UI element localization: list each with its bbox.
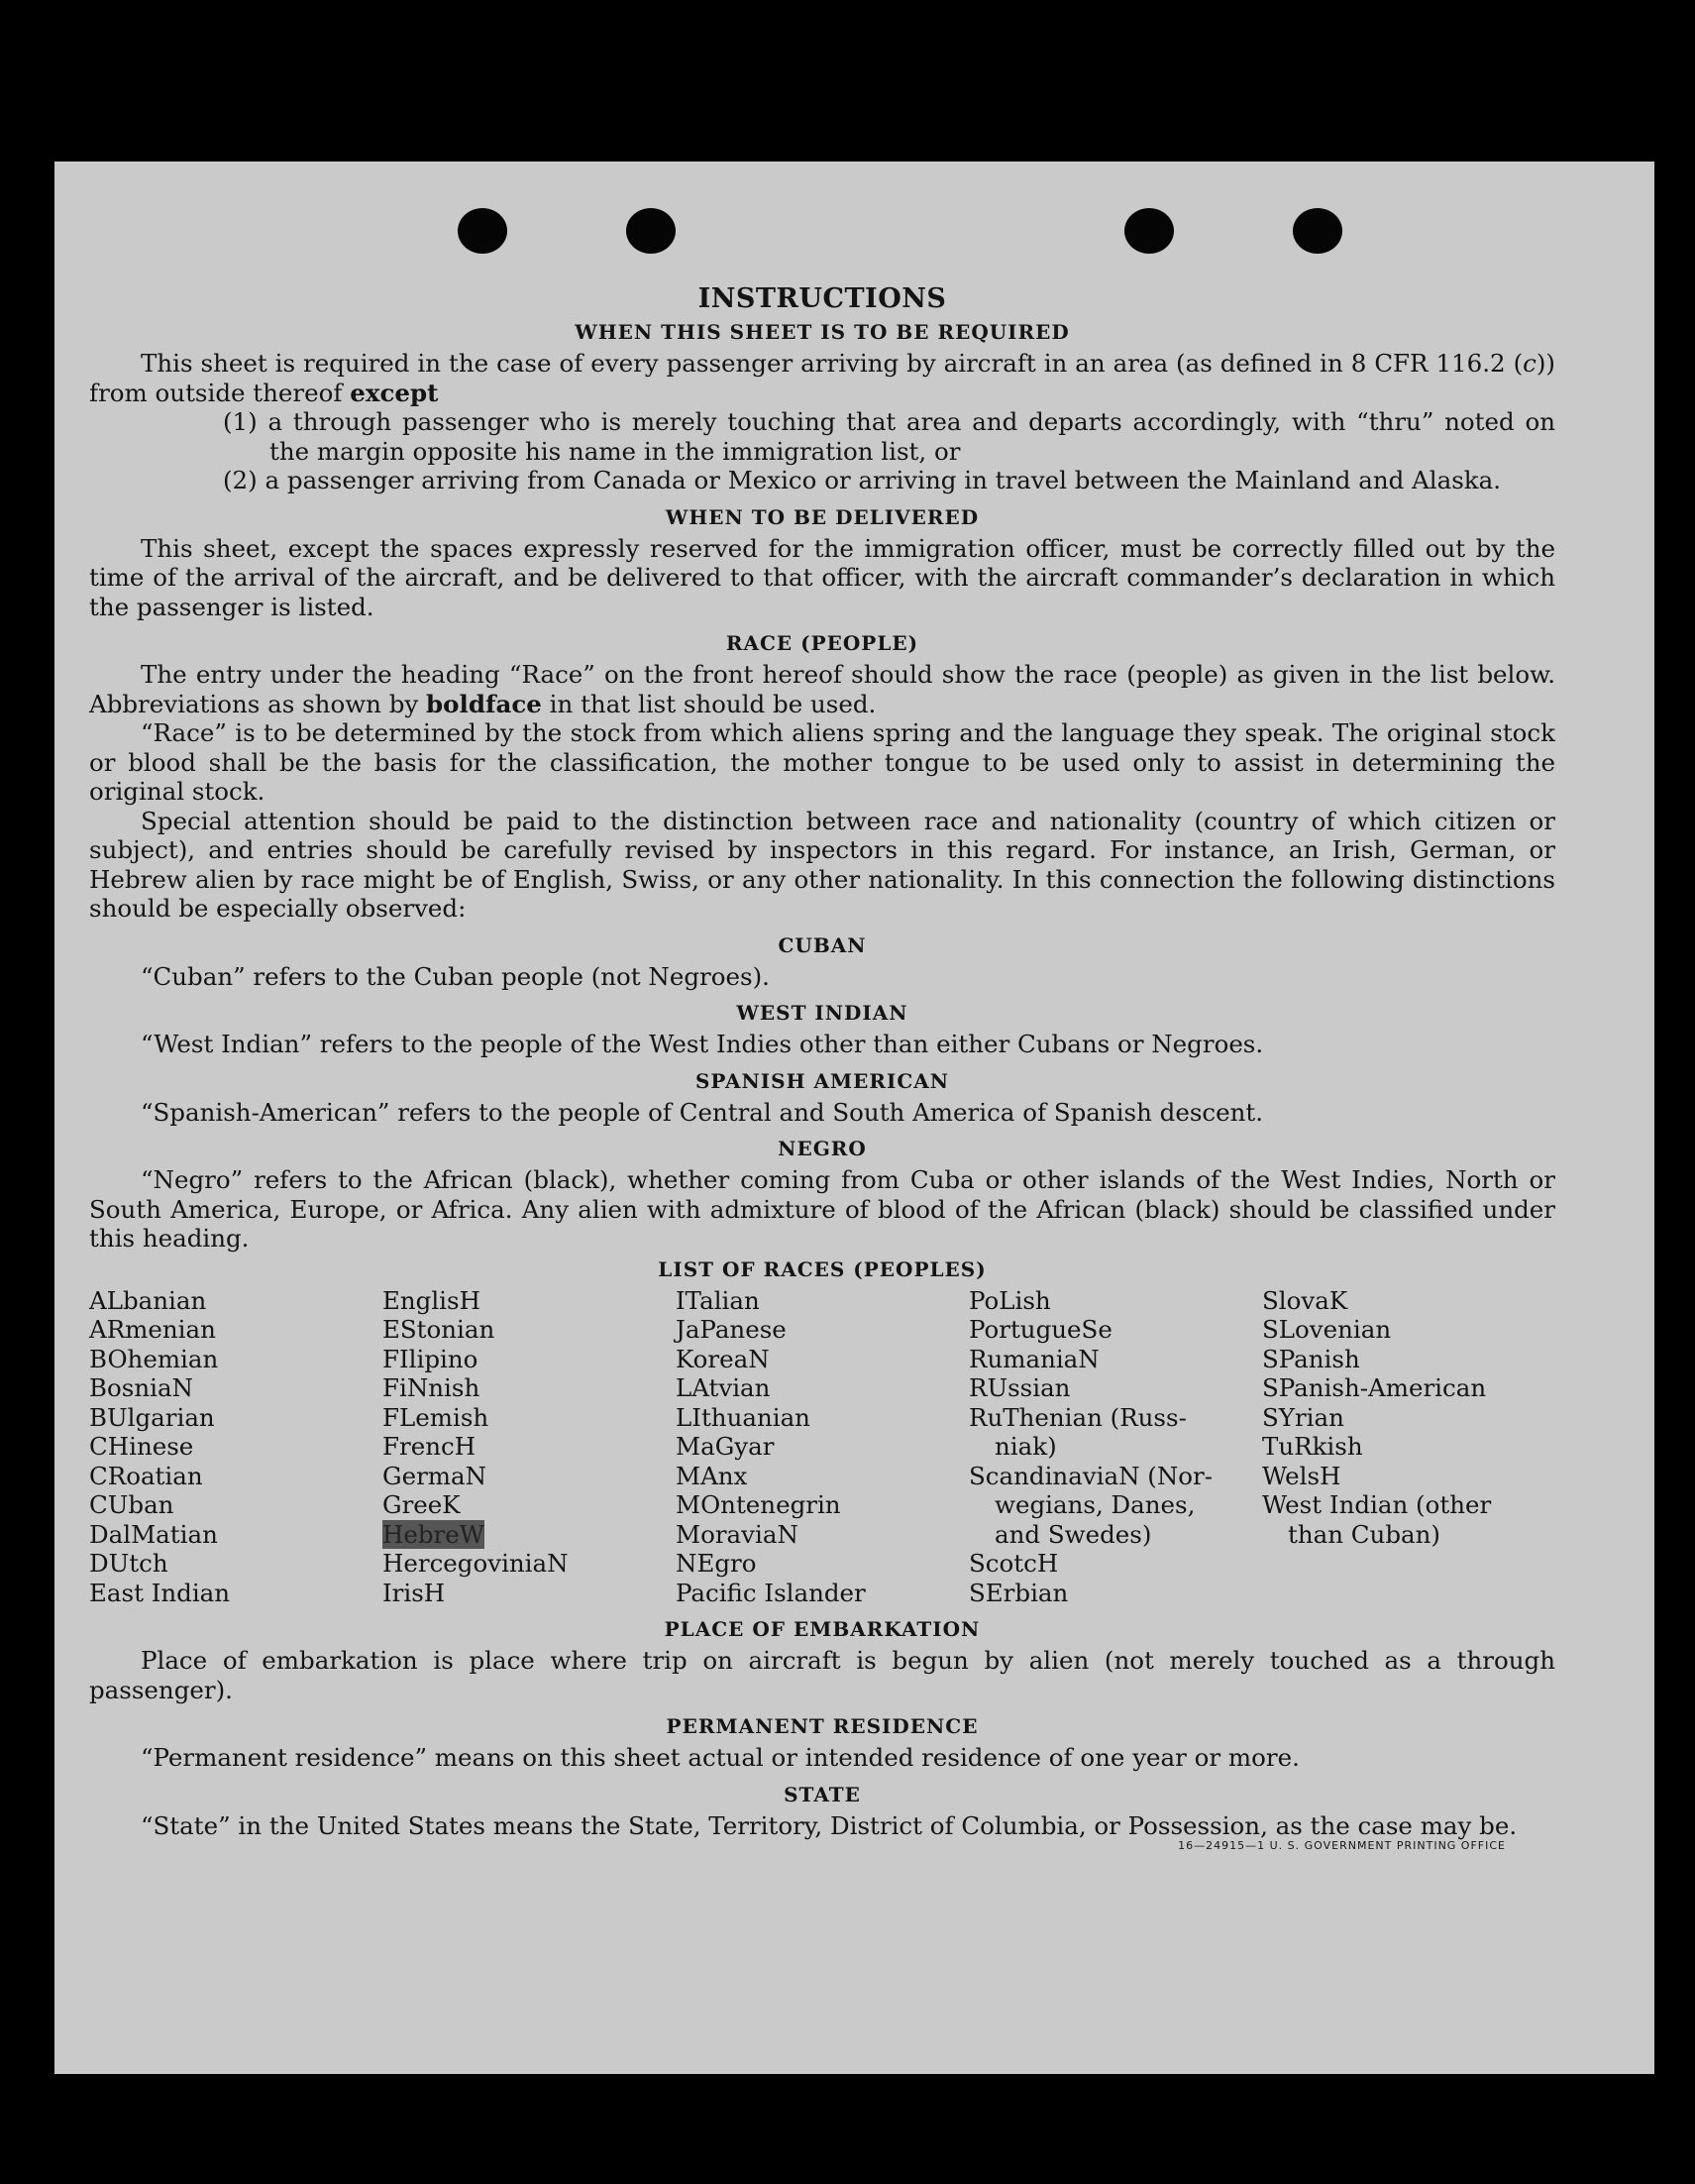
race-item: ScotcH (969, 1549, 1059, 1578)
heading-delivered: WHEN TO BE DELIVERED (665, 504, 980, 529)
race-item: MOntenegrin (676, 1490, 841, 1519)
race-item: CHinese (89, 1432, 194, 1461)
heading-required: WHEN THIS SHEET IS TO BE REQUIRED (575, 320, 1070, 344)
race-item: BUlgarian (89, 1402, 215, 1432)
heading-spanish-american: SPANISH AMERICAN (694, 1068, 950, 1093)
races-list (89, 1286, 1555, 1608)
race-item: FLemish (382, 1402, 489, 1432)
race-item: CUban (89, 1490, 174, 1519)
race-paragraph-1: The entry under the heading “Race” on the front hereof should show the race (people) as given in the list below. Abbreviations as shown by boldface in that list should be used. (89, 660, 1555, 718)
race-item: KoreaN (676, 1344, 770, 1373)
race-item-continued: wegians, Danes, (995, 1490, 1196, 1519)
heading-embarkation: PLACE OF EMBARKATION (664, 1617, 981, 1641)
races-column-3 (676, 1286, 969, 1608)
heading-negro: NEGRO (778, 1137, 867, 1160)
heading-cuban: CUBAN (778, 932, 867, 957)
race-item: ALbanian (89, 1285, 207, 1315)
heading-state: STATE (784, 1782, 861, 1806)
embarkation-text: Place of embarkation is place where trip on aircraft is begun by alien (not merely touched as a through passenger). (89, 1646, 1555, 1704)
race-item: DalMatian (89, 1519, 218, 1549)
exception-item-2: (2) a passenger arriving from Canada or Mexico or arriving in travel between the Mainland and Alaska. (223, 466, 1502, 494)
races-column-1 (89, 1286, 382, 1608)
delivered-text: This sheet, except the spaces expressly reserved for the immigration officer, must be correctly filled out by the time of the arrival of the aircraft, and be delivered to that officer, with the aircraft commander’s declaration in which the passenger is listed. (89, 533, 1555, 621)
race-item: PoLish (969, 1285, 1051, 1315)
race-item: SPanish-American (1262, 1373, 1487, 1402)
race-paragraph-3: Special attention should be paid to the distinction between race and nationality (country of which citizen or subject), and entries should be carefully revised by inspectors in this regard. For instance, an Irish, German, or Hebrew alien by race might be of English, Swiss, or any other nationality. In this connection the following distinctions should be especially observed: (89, 806, 1555, 923)
state-text: “State” in the United States means the State, Territory, District of Columbia, or Possession, as the case may be. (141, 1810, 1518, 1840)
race-item: East Indian (89, 1578, 231, 1607)
punch-hole-1 (458, 208, 507, 254)
race-item: WelsH (1262, 1461, 1341, 1490)
race-item: RumaniaN (969, 1344, 1100, 1373)
race-item: MaGyar (676, 1432, 775, 1461)
race-item: RUssian (969, 1373, 1071, 1402)
instruction-sheet (54, 162, 1654, 2074)
race-item: ARmenian (89, 1315, 216, 1344)
race-item: RuThenian (Russ- (969, 1402, 1187, 1432)
race-item: IrisH (382, 1578, 446, 1607)
race-item: SYrian (1262, 1402, 1344, 1432)
race-item-smudged: HebreW (382, 1519, 484, 1549)
required-intro: This sheet is required in the case of every passenger arriving by aircraft in an area (as defined in 8 CFR 116.2 (c)) from outside thereof except (89, 349, 1555, 407)
race-item-continued: niak) (995, 1432, 1057, 1461)
race-item-continued: than Cuban) (1288, 1519, 1440, 1549)
race-item: JaPanese (676, 1315, 787, 1344)
race-paragraph-2: “Race” is to be determined by the stock from which aliens spring and the language they speak. The original stock or blood shall be the basis for the classification, the mother tongue to be used only to assist in determining the original stock. (89, 718, 1555, 806)
page-title: INSTRUCTIONS (697, 283, 947, 314)
race-item: LIthuanian (676, 1402, 810, 1432)
race-item: PortugueSe (969, 1315, 1112, 1344)
race-item: LAtvian (676, 1373, 771, 1402)
race-item: GreeK (382, 1490, 461, 1519)
races-column-4 (969, 1286, 1262, 1608)
race-item: SLovenian (1262, 1315, 1392, 1344)
race-item: HercegoviniaN (382, 1549, 569, 1578)
race-item: MAnx (676, 1461, 748, 1490)
spanish-american-text: “Spanish-American” refers to the people of Central and South America of Spanish descent. (141, 1097, 1264, 1127)
race-item-continued: and Swedes) (995, 1519, 1152, 1549)
heading-race: RACE (PEOPLE) (725, 631, 919, 655)
race-item: DUtch (89, 1549, 168, 1578)
race-item: FIlipino (382, 1344, 478, 1373)
punch-hole-4 (1293, 208, 1342, 254)
race-item: ITalian (676, 1285, 760, 1315)
punch-hole-2 (626, 208, 676, 254)
races-column-5 (1262, 1286, 1555, 1608)
race-item: ScandinaviaN (Nor- (969, 1461, 1214, 1490)
race-item: BosniaN (89, 1373, 193, 1402)
race-item: West Indian (other (1262, 1490, 1492, 1519)
exception-item-1: (1) a through passenger who is merely touching that area and departs accordingly, with “thru” noted on the margin opposite his name in the immigration list, or (223, 407, 1555, 466)
races-column-2 (382, 1286, 676, 1608)
race-item: Pacific Islander (676, 1578, 866, 1607)
printing-office-footer: 16—24915—1 U. S. GOVERNMENT PRINTING OFFICE (1178, 1838, 1506, 1852)
west-indian-text: “West Indian” refers to the people of the West Indies other than either Cubans or Negroes. (141, 1030, 1264, 1058)
negro-text: “Negro” refers to the African (black), whether coming from Cuba or other islands of the West Indies, North or South America, Europe, or Africa. Any alien with admixture of blood of the African (black) should be classified under this heading. (89, 1165, 1555, 1253)
race-item: EnglisH (382, 1285, 480, 1315)
punch-hole-3 (1124, 208, 1174, 254)
race-item: MoraviaN (676, 1519, 798, 1549)
heading-west-indian: WEST INDIAN (736, 1001, 908, 1025)
race-item: NEgro (676, 1549, 757, 1578)
race-item: BOhemian (89, 1344, 219, 1373)
race-item: SlovaK (1262, 1285, 1348, 1315)
race-item: CRoatian (89, 1461, 203, 1490)
race-item: TuRkish (1262, 1432, 1363, 1461)
race-item: FiNnish (382, 1373, 480, 1402)
residence-text: “Permanent residence” means on this sheet actual or intended residence of one year or more. (141, 1743, 1300, 1772)
heading-races-list: LIST OF RACES (PEOPLES) (658, 1256, 987, 1281)
race-item: GermaN (382, 1461, 487, 1490)
heading-residence: PERMANENT RESIDENCE (666, 1714, 979, 1738)
race-item: SPanish (1262, 1344, 1360, 1373)
race-item: FrencH (382, 1432, 477, 1461)
cuban-text: “Cuban” refers to the Cuban people (not Negroes). (141, 961, 770, 991)
race-item: SErbian (969, 1578, 1069, 1607)
instructions-content (89, 282, 1555, 1860)
race-item: EStonian (382, 1315, 495, 1344)
